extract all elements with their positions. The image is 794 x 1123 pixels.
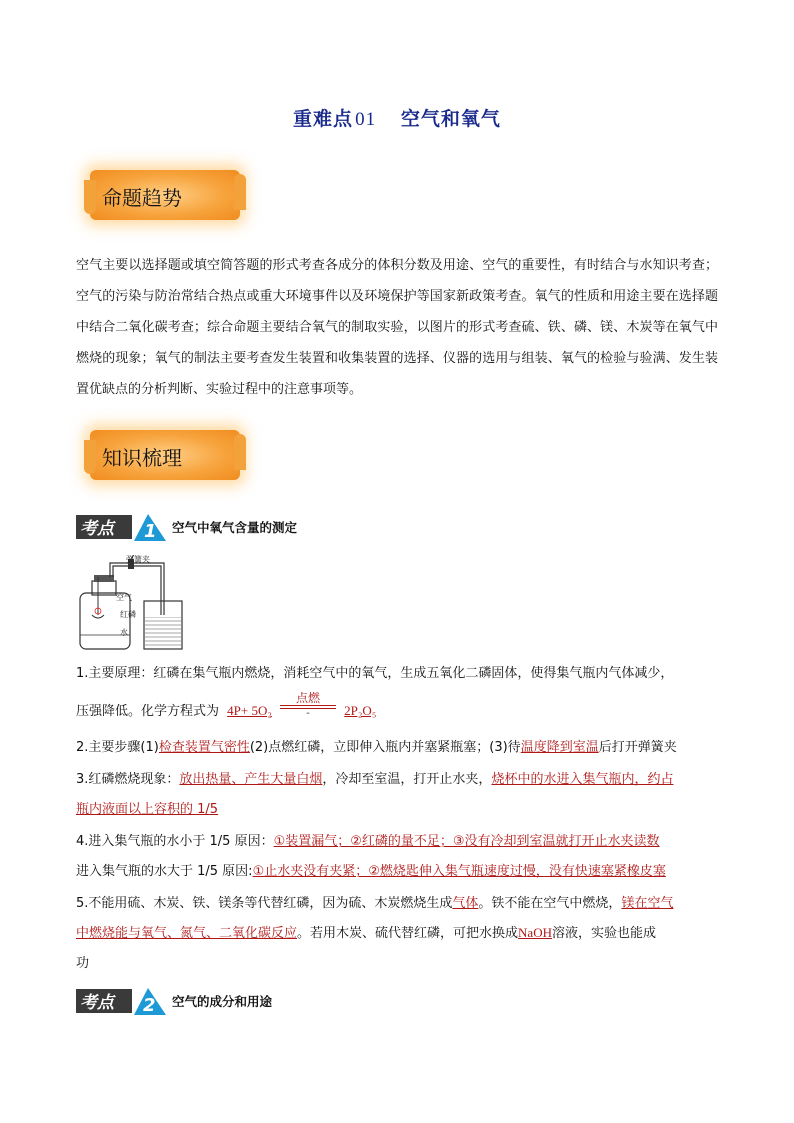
title-topic: 空气和氧气: [400, 108, 501, 130]
kaodian-1-header: [76, 512, 297, 542]
item-4-answer-1: ①装置漏气；②红磷的量不足；③没有冷却到室温就打开止水夹读数: [273, 834, 660, 849]
kaodian-2-header: [76, 986, 272, 1016]
equation-condition-below: -: [306, 708, 310, 719]
item-5-mid-2: 。若用木炭、硫代替红磷，可把水换成: [297, 926, 519, 941]
item-3-answer-2: 烧杯中的水进入集气瓶内，约占: [491, 772, 674, 787]
banner-trend-label: 命题趋势: [102, 186, 182, 210]
kaodian-1-badge: [76, 512, 168, 542]
svg-text:2: 2: [143, 995, 156, 1016]
kaodian-1-title: 空气中氧气含量的测定: [172, 520, 298, 535]
apparatus-water-label: 水: [120, 628, 128, 637]
item-2-answer-1: 检查装置气密性: [158, 740, 250, 755]
svg-text:考点: 考点: [80, 519, 114, 539]
apparatus-phosphorus-label: 红磷: [120, 610, 136, 619]
item-5-line3: 功: [76, 956, 90, 971]
title-prefix: 重难点: [293, 108, 354, 130]
item-5-line1: [76, 892, 726, 911]
item-1-prefix: 压强降低。化学方程式为: [76, 704, 220, 719]
item-3-prefix: 3.红磷燃烧现象：: [76, 772, 180, 787]
equation-condition-label: 点燃: [296, 691, 321, 705]
equation-reactants: 4P+ 5O₂: [227, 703, 272, 718]
item-3-answer-1: 放出热量、产生大量白烟: [179, 772, 323, 787]
apparatus-clip-label: 弹簧夹: [126, 555, 150, 564]
item-2-answer-2: 温度降到室温: [520, 740, 599, 755]
item-4-answer-2: ①止水夹没有夹紧；②燃烧匙伸入集气瓶速度过慢，没有快速塞紧橡皮塞: [252, 864, 666, 879]
item-4-prefix: 4.进入集气瓶的水小于 1/5 原因：: [76, 834, 274, 849]
banner-knowledge: [90, 430, 240, 480]
item-1-line2: [76, 692, 726, 722]
item-2-prefix: 2.主要步骤(1): [76, 740, 159, 755]
item-5-answer-1: 气体: [452, 896, 479, 911]
item-5-answer-3: 中燃烧能与氧气、氮气、二氧化碳反应: [76, 926, 298, 941]
svg-text:考点: 考点: [80, 993, 114, 1013]
kaodian-2-title: 空气的成分和用途: [172, 994, 273, 1009]
banner-trend: [90, 170, 240, 220]
item-4-prefix-2: 进入集气瓶的水大于 1/5 原因:: [76, 864, 253, 879]
item-3-line1: [76, 768, 726, 787]
banner-knowledge-label: 知识梳理: [102, 446, 182, 470]
item-5-answer-4: NaOH: [518, 925, 552, 940]
item-2-mid: (2)点燃红磷，立即伸入瓶内并塞紧瓶塞；(3)待: [249, 740, 521, 755]
item-5-mid: 。铁不能在空气中燃烧，: [478, 896, 622, 911]
item-3-answer-3: 瓶内液面以上容积的 1/5: [76, 802, 219, 817]
title-number: 01: [355, 109, 377, 130]
item-5-answer-2: 镁在空气: [621, 896, 674, 911]
item-4-line2: [76, 860, 726, 879]
trend-paragraph: 空气主要以选择题或填空简答题的形式考查各成分的体积分数及用途、空气的重要性，有时结合与水知识考查；空气的污染与防治常结合热点或重大环境事件以及环境保护等国家新政策考查。氧气的性质和用途主要在选择题中结合二氧化碳考查；综合命题主要结合氧气的制取实验，以图片的形式考查硫、铁、磷、镁、木炭等在氧气中燃烧的现象；氧气的制法主要考查发生装置和收集装置的选择、仪器的选用与组装、氧气的检验与验满、发生装置优缺点的分析判断、实验过程中的注意事项等。: [76, 258, 718, 397]
item-5-prefix: 5.不能用硫、木炭、铁、镁条等代替红磷，因为硫、木炭燃烧生成: [76, 896, 453, 911]
svg-text:1: 1: [144, 521, 157, 542]
kaodian-2-badge: [76, 986, 168, 1016]
item-1-line1: 1.主要原理：红磷在集气瓶内燃烧，消耗空气中的氧气，生成五氧化二磷固体，使得集气瓶内气体减少，: [76, 666, 674, 681]
page-title: [0, 104, 794, 131]
item-4-line1: [76, 830, 726, 849]
apparatus-air-label: 空气: [116, 593, 132, 602]
item-3-mid: ，冷却至室温，打开止水夹，: [322, 772, 492, 787]
apparatus-illustration: [76, 555, 186, 653]
item-5-line2: [76, 922, 726, 941]
equation-condition: [280, 692, 336, 719]
item-2-suffix: 后打开弹簧夹: [598, 740, 677, 755]
equation-product: 2P₂O₅: [344, 703, 377, 718]
item-5-suffix: 溶液，实验也能成: [551, 926, 656, 941]
item-2: [76, 736, 726, 755]
item-3-line2: [76, 798, 726, 817]
